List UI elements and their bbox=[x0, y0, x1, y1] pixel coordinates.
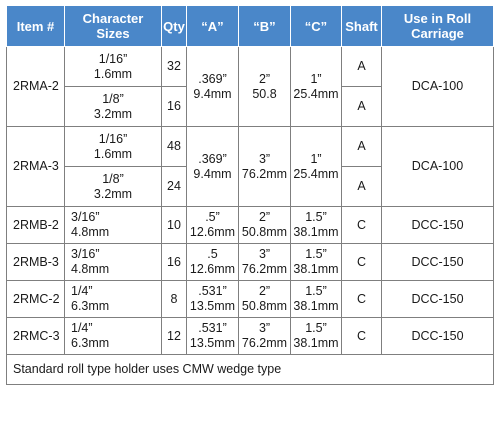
dim-c-cell bbox=[291, 318, 342, 355]
qty-cell: 48 bbox=[162, 127, 187, 167]
dim-a-mm: 12.6mm bbox=[189, 262, 236, 276]
table-row bbox=[7, 207, 494, 244]
size-inch: 1/4” bbox=[71, 284, 93, 298]
header-character-sizes-line-1: Character bbox=[82, 11, 144, 26]
dim-a-mm: 12.6mm bbox=[189, 225, 236, 239]
dim-a-mm: 13.5mm bbox=[189, 336, 236, 350]
dim-c-mm: 38.1mm bbox=[293, 336, 339, 350]
dim-a-cell bbox=[187, 127, 239, 207]
header-character-sizes-line-2: Sizes bbox=[96, 26, 130, 41]
dim-b-inch: 2” bbox=[258, 71, 271, 86]
shaft-cell: A bbox=[342, 167, 382, 207]
size-inch: 1/8” bbox=[102, 91, 124, 106]
dim-a-cell bbox=[187, 281, 239, 318]
shaft-cell: C bbox=[342, 318, 382, 355]
dim-c-inch: 1” bbox=[310, 151, 322, 166]
dim-b-inch: 3” bbox=[258, 321, 271, 335]
item-number-cell: 2RMA-3 bbox=[7, 127, 65, 207]
roll-holder-spec-table bbox=[6, 5, 494, 385]
dim-c-cell bbox=[291, 127, 342, 207]
dim-a-mm: 9.4mm bbox=[193, 166, 232, 181]
header-use-line-2: Carriage bbox=[411, 26, 464, 41]
qty-cell: 24 bbox=[162, 167, 187, 207]
dim-c-cell bbox=[291, 207, 342, 244]
size-inch: 3/16” bbox=[71, 247, 100, 261]
item-number-cell: 2RMB-2 bbox=[7, 207, 65, 244]
header-a: “A” bbox=[187, 6, 239, 47]
size-mm: 1.6mm bbox=[93, 66, 133, 81]
dim-c-mm: 25.4mm bbox=[293, 86, 339, 101]
dim-c-inch: 1.5” bbox=[305, 321, 327, 335]
item-number-cell: 2RMC-3 bbox=[7, 318, 65, 355]
size-mm: 6.3mm bbox=[71, 336, 110, 350]
dim-a-inch: .531” bbox=[198, 321, 227, 335]
roll-carriage-cell: DCC-150 bbox=[382, 244, 494, 281]
dim-a-cell bbox=[187, 47, 239, 127]
dim-b-mm: 76.2mm bbox=[241, 336, 288, 350]
dim-b-inch: 2” bbox=[258, 284, 271, 298]
size-inch: 3/16” bbox=[71, 210, 100, 224]
shaft-cell: A bbox=[342, 47, 382, 87]
dim-a-inch: .369” bbox=[198, 151, 227, 166]
item-number-cell: 2RMA-2 bbox=[7, 47, 65, 127]
dim-b-cell bbox=[239, 127, 291, 207]
dim-b-mm: 50.8mm bbox=[241, 225, 288, 239]
character-size-cell bbox=[65, 207, 162, 244]
footer-row bbox=[7, 355, 494, 385]
header-b: “B” bbox=[239, 6, 291, 47]
shaft-cell: C bbox=[342, 281, 382, 318]
dim-c-inch: 1” bbox=[310, 71, 322, 86]
shaft-cell: C bbox=[342, 207, 382, 244]
size-inch: 1/4” bbox=[71, 321, 93, 335]
table-row bbox=[7, 127, 494, 167]
item-number-cell: 2RMB-3 bbox=[7, 244, 65, 281]
dim-b-inch: 2” bbox=[258, 210, 271, 224]
character-size-cell bbox=[65, 47, 162, 87]
dim-c-mm: 38.1mm bbox=[293, 262, 339, 276]
size-inch: 1/8” bbox=[102, 171, 124, 186]
dim-a-cell bbox=[187, 207, 239, 244]
dim-a-inch: .369” bbox=[198, 71, 227, 86]
character-size-cell bbox=[65, 167, 162, 207]
size-mm: 6.3mm bbox=[71, 299, 110, 313]
dim-b-mm: 50.8 bbox=[252, 86, 277, 101]
shaft-cell: A bbox=[342, 87, 382, 127]
size-mm: 1.6mm bbox=[93, 146, 133, 161]
size-mm: 4.8mm bbox=[71, 225, 110, 239]
shaft-cell: A bbox=[342, 127, 382, 167]
qty-cell: 8 bbox=[162, 281, 187, 318]
dim-c-mm: 38.1mm bbox=[293, 299, 339, 313]
dim-c-cell bbox=[291, 47, 342, 127]
qty-cell: 12 bbox=[162, 318, 187, 355]
shaft-cell: C bbox=[342, 244, 382, 281]
dim-b-cell bbox=[239, 47, 291, 127]
dim-b-cell bbox=[239, 318, 291, 355]
footer-note: Standard roll type holder uses CMW wedge type bbox=[7, 355, 494, 385]
dim-a-inch: .531” bbox=[198, 284, 227, 298]
header-use-in-roll-carriage bbox=[382, 6, 494, 47]
dim-b-cell bbox=[239, 244, 291, 281]
header-shaft: Shaft bbox=[342, 6, 382, 47]
dim-c-inch: 1.5” bbox=[305, 210, 327, 224]
header-character-sizes bbox=[65, 6, 162, 47]
dim-c-inch: 1.5” bbox=[305, 284, 327, 298]
character-size-cell bbox=[65, 318, 162, 355]
size-inch: 1/16” bbox=[98, 131, 128, 146]
dim-a-cell bbox=[187, 244, 239, 281]
qty-cell: 16 bbox=[162, 244, 187, 281]
dim-a-mm: 9.4mm bbox=[193, 86, 232, 101]
dim-a-inch: .5” bbox=[205, 210, 220, 224]
dim-b-cell bbox=[239, 281, 291, 318]
spec-table-container bbox=[6, 5, 494, 385]
size-mm: 3.2mm bbox=[93, 186, 133, 201]
qty-cell: 16 bbox=[162, 87, 187, 127]
roll-carriage-cell: DCA-100 bbox=[382, 47, 494, 127]
header-c: “C” bbox=[291, 6, 342, 47]
dim-c-cell bbox=[291, 281, 342, 318]
character-size-cell bbox=[65, 87, 162, 127]
table-row bbox=[7, 244, 494, 281]
dim-a-inch: .5 bbox=[207, 247, 218, 261]
dim-c-mm: 38.1mm bbox=[293, 225, 339, 239]
table-row bbox=[7, 318, 494, 355]
character-size-cell bbox=[65, 127, 162, 167]
roll-carriage-cell: DCC-150 bbox=[382, 207, 494, 244]
roll-carriage-cell: DCA-100 bbox=[382, 127, 494, 207]
qty-cell: 32 bbox=[162, 47, 187, 87]
item-number-cell: 2RMC-2 bbox=[7, 281, 65, 318]
dim-b-mm: 76.2mm bbox=[241, 262, 288, 276]
table-row bbox=[7, 281, 494, 318]
dim-c-mm: 25.4mm bbox=[293, 166, 339, 181]
character-size-cell bbox=[65, 244, 162, 281]
header-use-line-1: Use in Roll bbox=[403, 11, 472, 26]
header-row bbox=[7, 6, 494, 47]
table-row bbox=[7, 47, 494, 87]
roll-carriage-cell: DCC-150 bbox=[382, 281, 494, 318]
size-inch: 1/16” bbox=[98, 51, 128, 66]
size-mm: 4.8mm bbox=[71, 262, 110, 276]
size-mm: 3.2mm bbox=[93, 106, 133, 121]
roll-carriage-cell: DCC-150 bbox=[382, 318, 494, 355]
header-qty: Qty bbox=[162, 6, 187, 47]
dim-b-mm: 50.8mm bbox=[241, 299, 288, 313]
dim-b-inch: 3” bbox=[258, 151, 271, 166]
character-size-cell bbox=[65, 281, 162, 318]
qty-cell: 10 bbox=[162, 207, 187, 244]
dim-c-cell bbox=[291, 244, 342, 281]
header-item: Item # bbox=[7, 6, 65, 47]
dim-a-mm: 13.5mm bbox=[189, 299, 236, 313]
dim-b-inch: 3” bbox=[258, 247, 271, 261]
dim-a-cell bbox=[187, 318, 239, 355]
dim-c-inch: 1.5” bbox=[305, 247, 327, 261]
dim-b-mm: 76.2mm bbox=[241, 166, 288, 181]
dim-b-cell bbox=[239, 207, 291, 244]
